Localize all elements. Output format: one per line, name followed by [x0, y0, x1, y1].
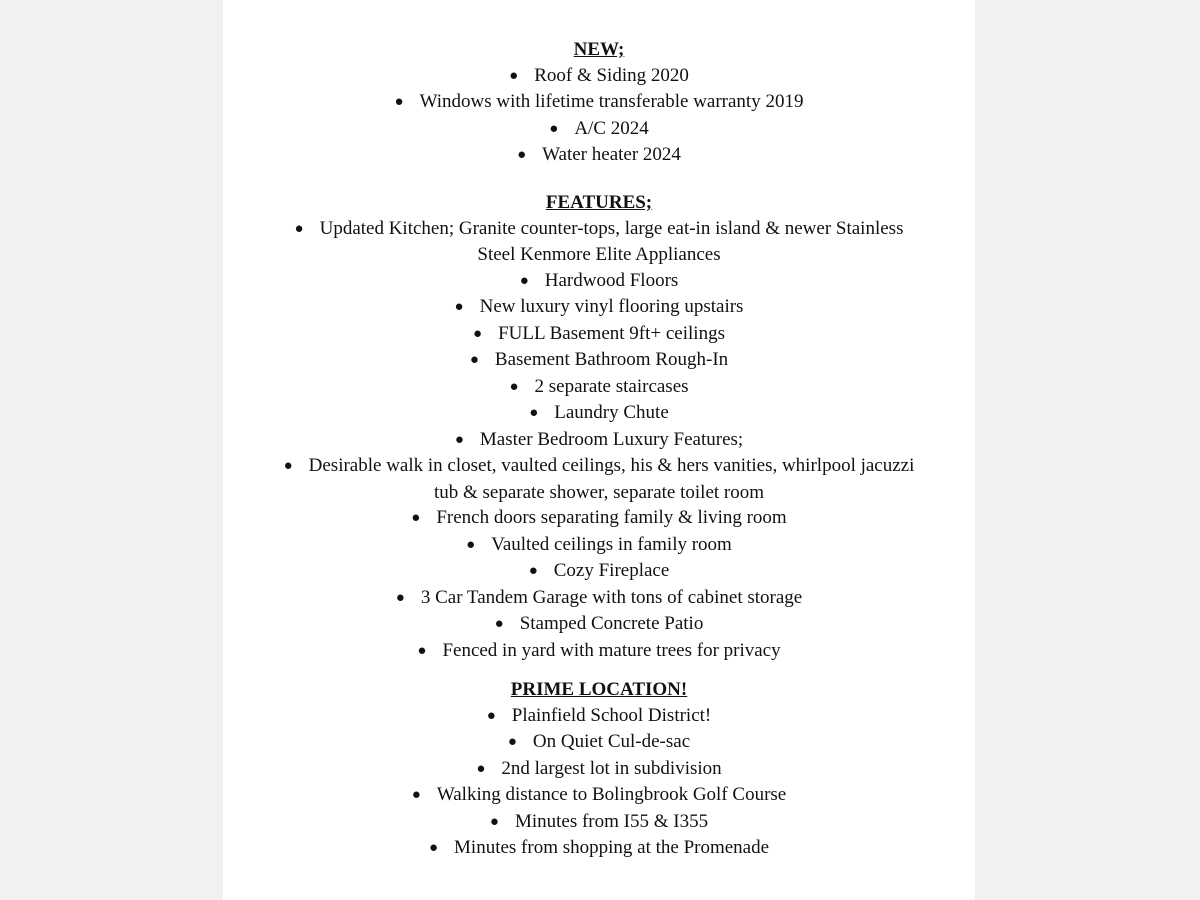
features-section — [223, 190, 975, 664]
new-list — [223, 63, 975, 169]
list-item-text: Basement Bathroom Rough-In — [494, 349, 729, 370]
list-item — [223, 400, 975, 427]
list-item — [223, 63, 975, 90]
new-section — [223, 37, 975, 169]
bullet-icon: ● — [454, 431, 464, 448]
list-item — [223, 532, 975, 559]
list-item — [223, 809, 975, 836]
bullet-icon: ● — [519, 272, 529, 289]
list-item-text: Updated Kitchen; Granite counter-tops, large eat-in island & newer Stainless — [319, 217, 904, 239]
list-item-text: Windows with lifetime transferable warranty 2019 — [419, 91, 804, 112]
bullet-icon: ● — [507, 734, 517, 750]
list-item-text: Cozy Fireplace — [553, 560, 670, 581]
list-item — [223, 835, 975, 862]
bullet-icon: ● — [473, 325, 483, 342]
list-item — [223, 216, 975, 243]
list-item — [223, 294, 975, 321]
list-item-text: Vaulted ceilings in family room — [491, 533, 732, 555]
bullet-icon: ● — [494, 616, 504, 632]
bullet-icon: ● — [283, 458, 293, 474]
list-item-text: Hardwood Floors — [544, 269, 679, 291]
document-page — [223, 0, 975, 900]
list-item-text: French doors separating family & living room — [436, 507, 787, 528]
list-item-text: Desirable walk in closet, vaulted ceilings, his & hers vanities, whirlpool jacuzzi — [308, 455, 915, 476]
list-item-text: Walking distance to Bolingbrook Golf Course — [436, 784, 787, 805]
list-item-text: On Quiet Cul-de-sac — [532, 731, 691, 752]
list-item-text: FULL Basement 9ft+ ceilings — [498, 322, 725, 344]
features-heading: FEATURES; — [545, 192, 653, 213]
list-item — [223, 611, 975, 638]
bullet-icon: ● — [395, 589, 405, 606]
bullet-icon: ● — [509, 378, 519, 395]
list-item-text: Steel Kenmore Elite Appliances — [477, 244, 721, 265]
list-item — [223, 558, 975, 585]
list-item-text: Plainfield School District! — [511, 704, 712, 726]
bullet-icon: ● — [394, 94, 404, 110]
list-item — [223, 347, 975, 374]
list-item-continuation — [223, 480, 975, 506]
bullet-icon: ● — [517, 147, 527, 163]
list-item-text: Roof & Siding 2020 — [534, 64, 689, 86]
list-item — [223, 703, 975, 730]
location-section — [223, 677, 975, 862]
bullet-icon: ● — [411, 510, 421, 526]
location-heading: PRIME LOCATION! — [510, 679, 688, 700]
bullet-icon: ● — [466, 536, 476, 553]
list-item — [223, 505, 975, 532]
bullet-icon: ● — [549, 120, 559, 137]
list-item-continuation — [223, 242, 975, 268]
list-item — [223, 585, 975, 612]
list-item-text: 2nd largest lot in subdivision — [501, 757, 722, 779]
list-item — [223, 729, 975, 756]
list-item-text: New luxury vinyl flooring upstairs — [479, 296, 744, 317]
list-item — [223, 638, 975, 665]
list-item — [223, 756, 975, 783]
list-item — [223, 374, 975, 401]
list-item-text: Laundry Chute — [554, 402, 669, 423]
bullet-icon: ● — [528, 563, 538, 579]
list-item-text: A/C 2024 — [574, 117, 649, 139]
new-heading: NEW; — [573, 39, 625, 60]
list-item-text: Minutes from shopping at the Promenade — [454, 837, 770, 858]
bullet-icon: ● — [509, 67, 519, 84]
list-item-text: 2 separate staircases — [534, 375, 689, 397]
list-item-text: Master Bedroom Luxury Features; — [479, 428, 744, 450]
bullet-icon: ● — [476, 760, 486, 777]
bullet-icon: ● — [469, 352, 479, 368]
list-item-text: tub & separate shower, separate toilet room — [433, 481, 765, 503]
bullet-icon: ● — [454, 299, 464, 315]
list-item — [223, 321, 975, 348]
bullet-icon: ● — [428, 840, 439, 856]
list-item-text: 3 Car Tandem Garage with tons of cabinet storage — [420, 586, 803, 608]
list-item — [223, 116, 975, 143]
list-item-text: Stamped Concrete Patio — [519, 613, 704, 634]
bullet-icon: ● — [486, 707, 496, 724]
list-item — [223, 427, 975, 454]
bullet-icon: ● — [294, 220, 304, 237]
list-item-text: Fenced in yard with mature trees for privacy — [442, 639, 781, 661]
features-list — [223, 216, 975, 665]
bullet-icon: ● — [417, 642, 427, 659]
list-item — [223, 782, 975, 809]
location-list — [223, 703, 975, 862]
bullet-icon: ● — [529, 405, 539, 421]
list-item — [223, 89, 975, 116]
list-item — [223, 268, 975, 295]
list-item-text: Minutes from I55 & I355 — [514, 810, 709, 832]
list-item — [223, 142, 975, 169]
list-item-text: Water heater 2024 — [542, 144, 681, 165]
bullet-icon: ● — [489, 813, 499, 830]
list-item — [223, 453, 975, 480]
bullet-icon: ● — [411, 787, 421, 803]
